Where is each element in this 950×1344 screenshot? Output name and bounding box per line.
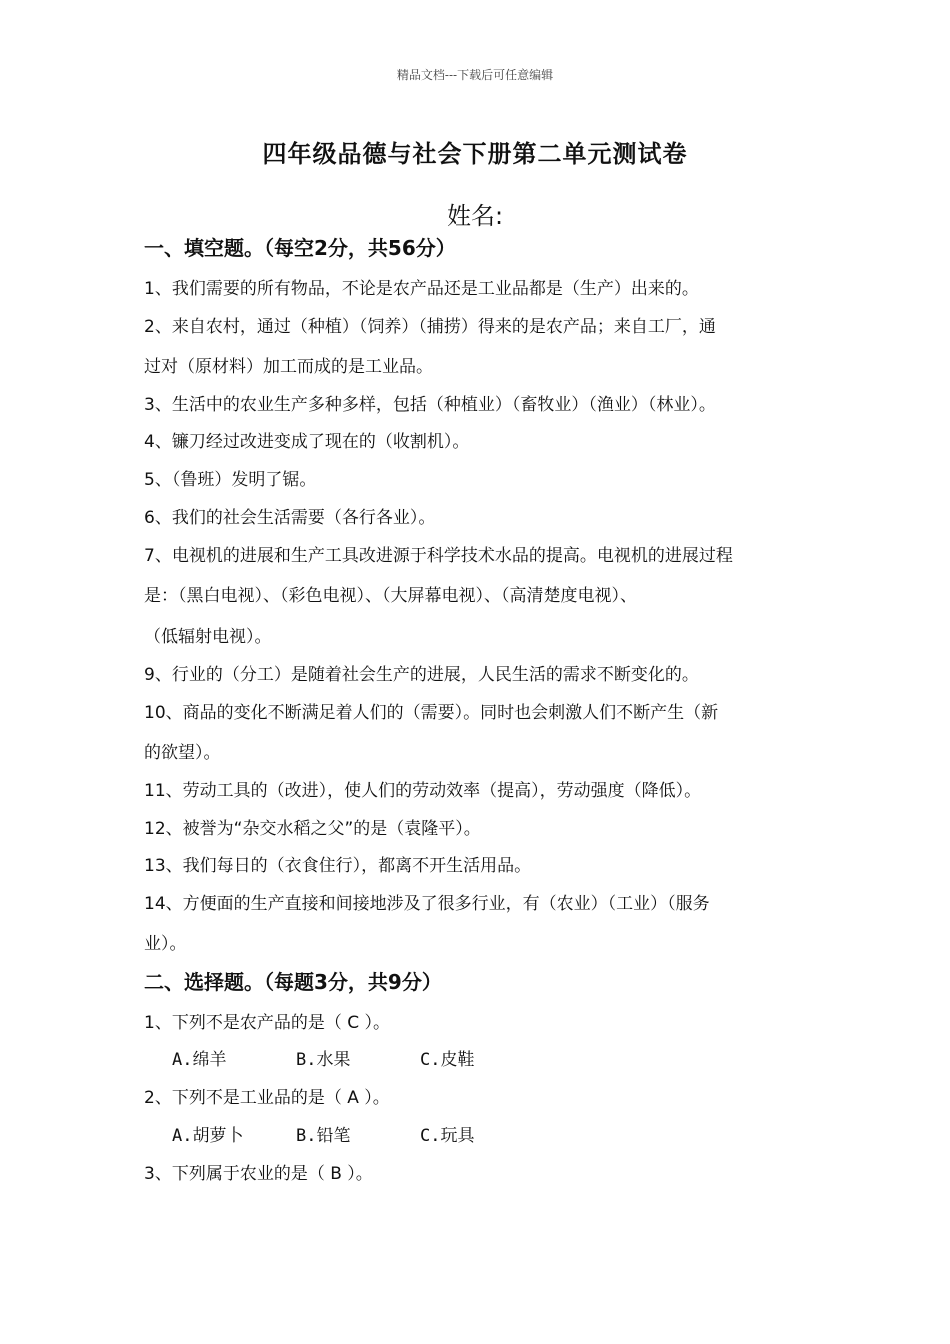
option-a: A.胡萝卜 <box>172 1126 244 1146</box>
option-c: C.皮鞋 <box>420 1050 475 1070</box>
section1-line: 2、来自农村，通过（种植）（饲养）（捕捞）得来的是农产品；来自工厂，通 <box>144 317 716 337</box>
section1-line: 11、劳动工具的（改进），使人们的劳动效率（提高），劳动强度（降低）。 <box>144 781 702 801</box>
section1-line: 7、电视机的进展和生产工具改进源于科学技术水品的提高。电视机的进展过程 <box>144 546 733 566</box>
section1-line: 12、被誉为“杂交水稻之父”的是（袁隆平）。 <box>144 819 481 839</box>
header-note: 精品文档---下载后可任意编辑 <box>396 68 554 82</box>
section1-line: 业）。 <box>144 934 187 954</box>
section1-line: 过对（原材料）加工而成的是工业品。 <box>144 357 433 377</box>
option-b: B.水果 <box>296 1050 351 1070</box>
section1-line: 6、我们的社会生活需要（各行各业）。 <box>144 508 436 528</box>
question-2: 2、下列不是工业品的是（ A ）。 <box>144 1088 390 1108</box>
section1-line: 14、方便面的生产直接和间接地涉及了很多行业，有（农业）（工业）（服务 <box>144 894 710 914</box>
section1-heading: 一、填空题。（每空2分，共56分） <box>144 236 456 260</box>
question-1-options <box>172 1049 544 1071</box>
name-label: 姓名: <box>446 202 504 230</box>
section1-line: 4、镰刀经过改进变成了现在的（收割机）。 <box>144 432 470 452</box>
option-a: A.绵羊 <box>172 1050 227 1070</box>
section1-line: （低辐射电视）。 <box>144 627 272 647</box>
option-b: B.铅笔 <box>296 1126 351 1146</box>
section1-line: 是：（黑白电视）、（彩色电视）、（大屏幕电视）、（高清楚度电视）、 <box>144 586 637 606</box>
question-3: 3、下列属于农业的是（ B ）。 <box>144 1164 373 1184</box>
section1-line: 的欲望）。 <box>144 743 221 763</box>
option-c: C.玩具 <box>420 1126 475 1146</box>
question-2-options <box>172 1125 544 1147</box>
section1-line: 5、（鲁班）发明了锯。 <box>144 470 317 490</box>
question-1: 1、下列不是农产品的是（ C ）。 <box>144 1013 390 1033</box>
section1-line: 1、我们需要的所有物品，不论是农产品还是工业品都是（生产）出来的。 <box>144 279 699 299</box>
section1-line: 3、生活中的农业生产多种多样，包括（种植业）（畜牧业）（渔业）（林业）。 <box>144 395 716 415</box>
section1-line: 9、行业的（分工）是随着社会生产的进展，人民生活的需求不断变化的。 <box>144 665 699 685</box>
document-title: 四年级品德与社会下册第二单元测试卷 <box>262 140 688 168</box>
section1-line: 10、商品的变化不断满足着人们的（需要）。同时也会刺激人们不断产生（新 <box>144 703 719 723</box>
section1-line: 13、我们每日的（衣食住行），都离不开生活用品。 <box>144 856 532 876</box>
section2-heading: 二、选择题。（每题3分，共9分） <box>144 970 442 994</box>
